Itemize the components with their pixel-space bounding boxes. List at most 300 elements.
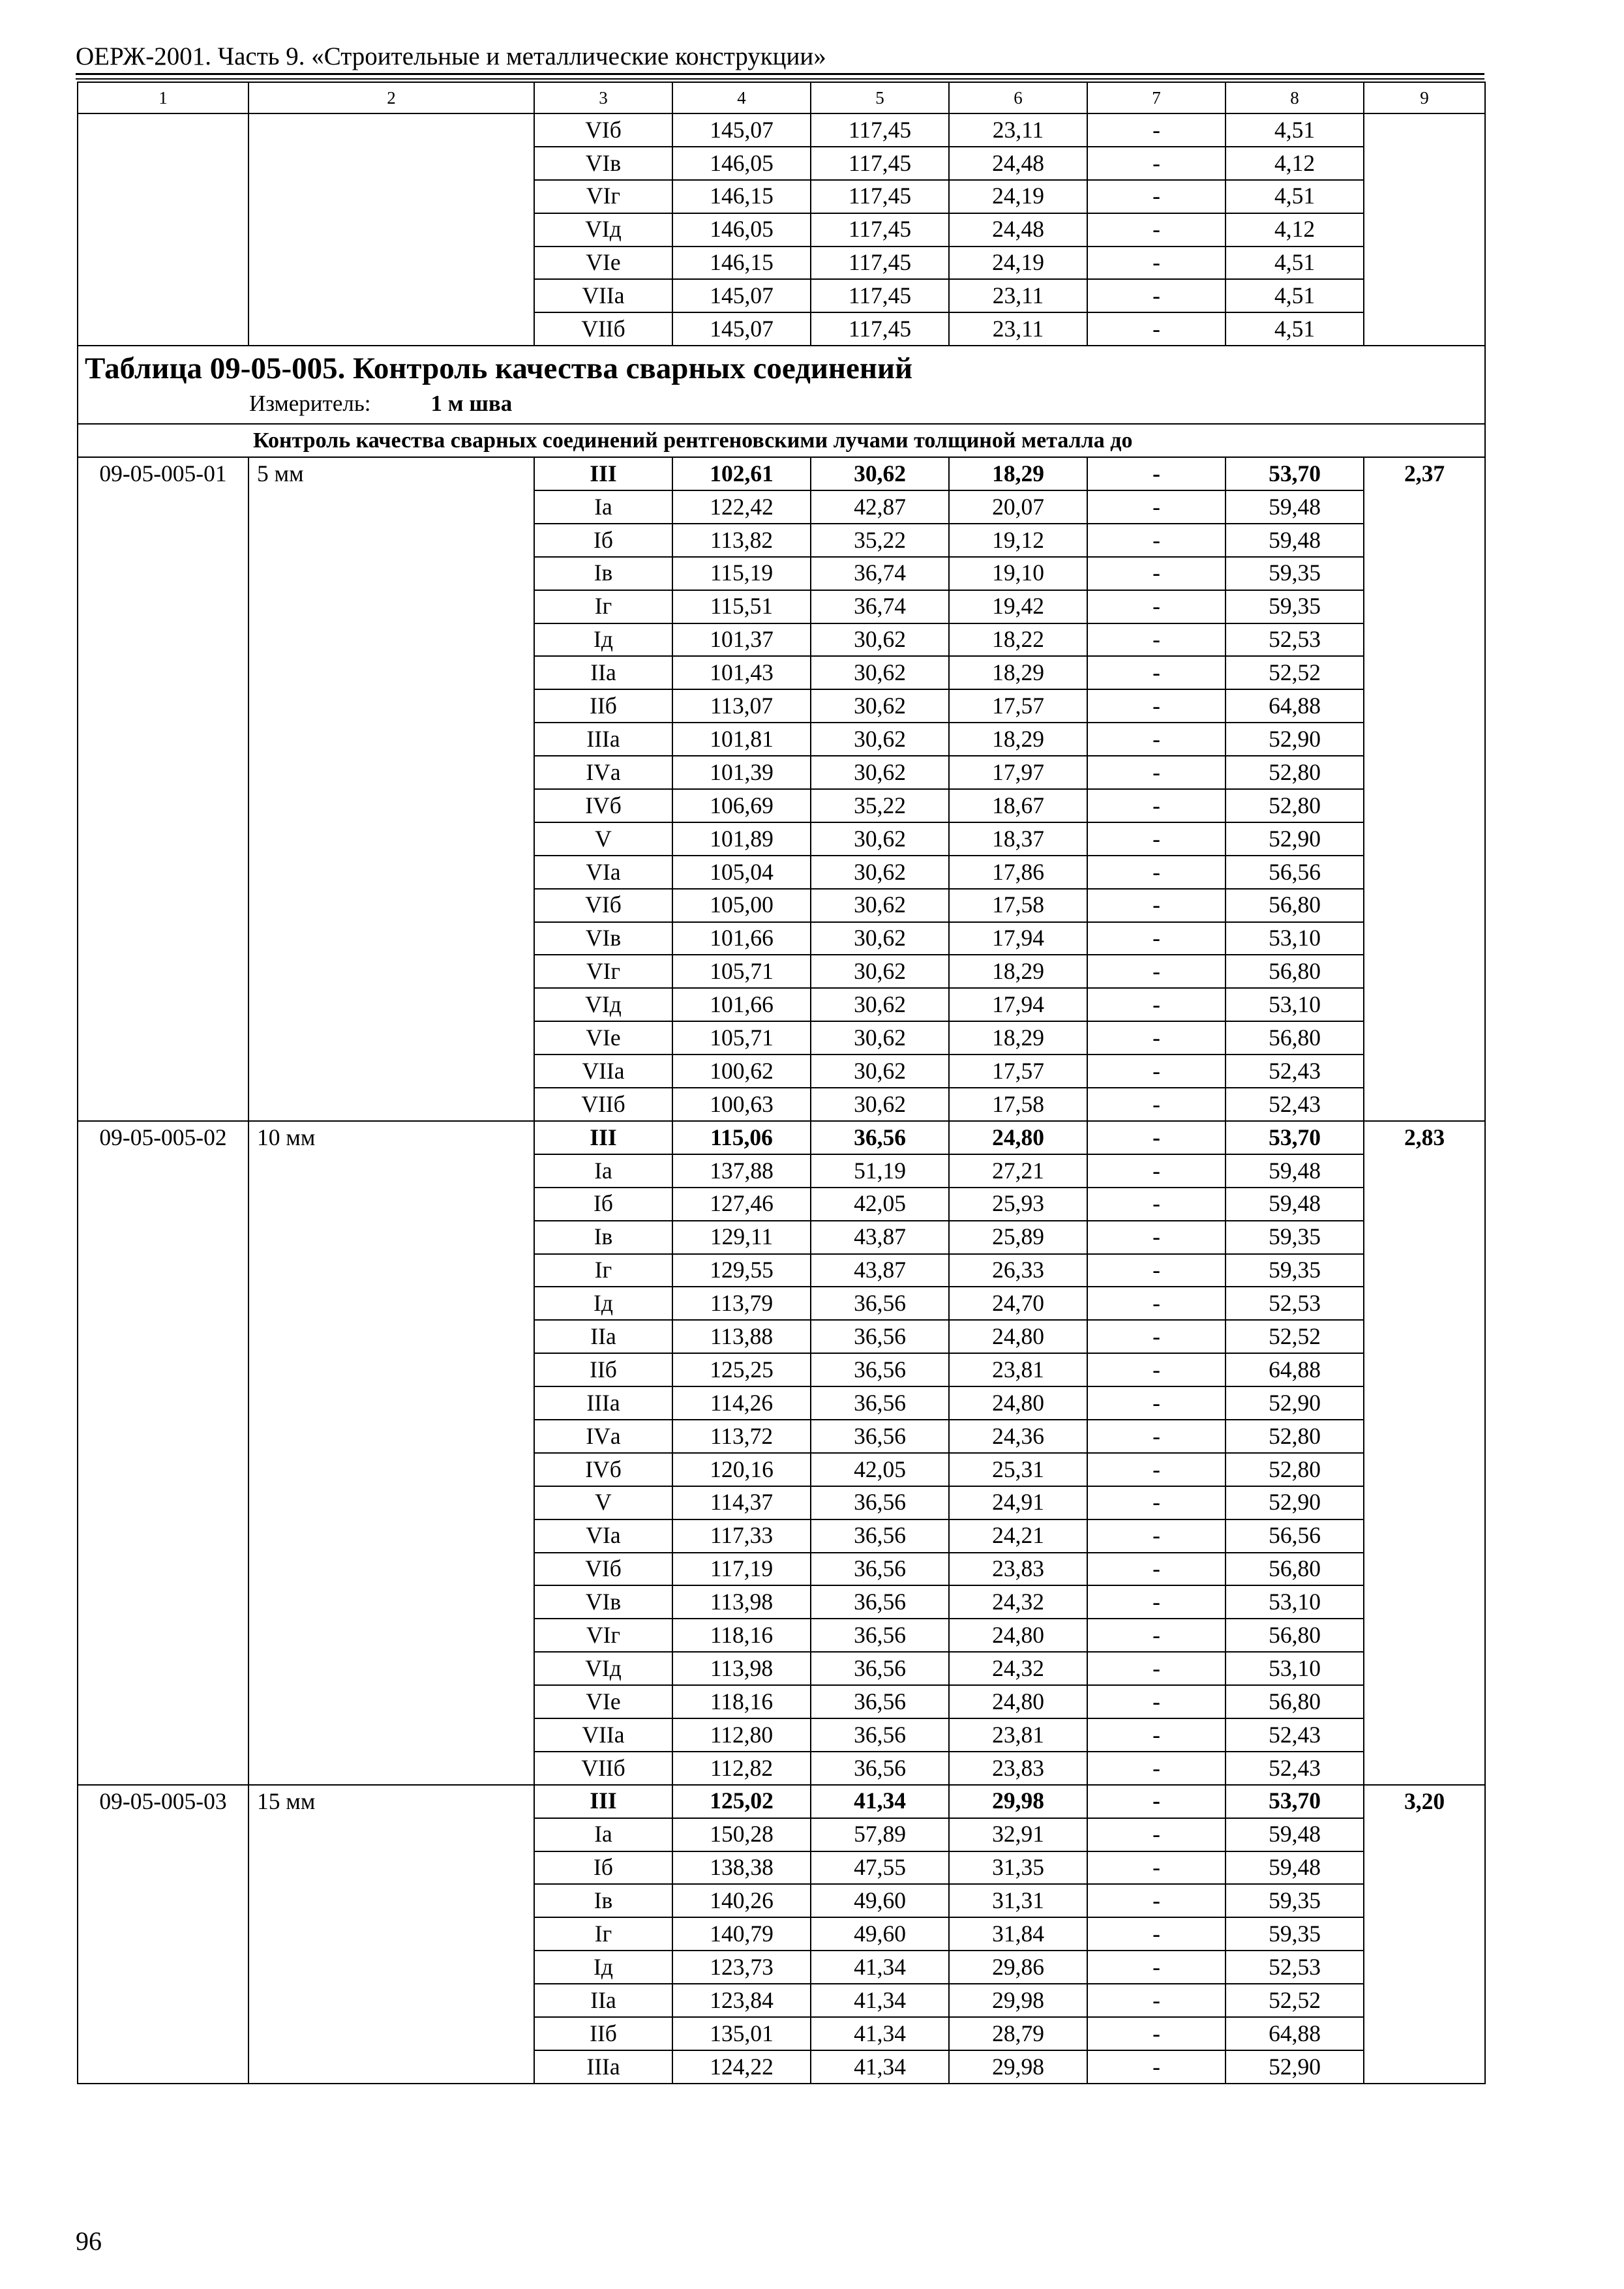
value-cell: 52,90 xyxy=(1226,2050,1364,2084)
value-cell: 129,55 xyxy=(672,1254,811,1287)
value-cell: 24,80 xyxy=(949,1619,1087,1652)
value-cell: 36,56 xyxy=(811,1718,949,1752)
value-cell: 114,26 xyxy=(672,1386,811,1420)
value-cell: - xyxy=(1087,1884,1226,1917)
value-cell: 18,29 xyxy=(949,656,1087,689)
value-cell: 101,39 xyxy=(672,756,811,789)
value-cell: 115,51 xyxy=(672,590,811,623)
value-cell: 43,87 xyxy=(811,1254,949,1287)
value-cell: 19,12 xyxy=(949,524,1087,557)
value-cell: 4,51 xyxy=(1226,180,1364,213)
value-cell: 17,57 xyxy=(949,1055,1087,1088)
value-cell: 24,19 xyxy=(949,247,1087,280)
value-cell: VIIб xyxy=(534,1752,672,1785)
value-cell: VIIа xyxy=(534,1055,672,1088)
value-cell: - xyxy=(1087,889,1226,922)
value-cell: 36,56 xyxy=(811,1420,949,1453)
value-cell: - xyxy=(1087,1386,1226,1420)
value-cell: 117,45 xyxy=(811,113,949,147)
value-cell: 59,48 xyxy=(1226,1154,1364,1188)
value-cell: 23,81 xyxy=(949,1718,1087,1752)
value-cell: 117,19 xyxy=(672,1553,811,1586)
column-number: 7 xyxy=(1087,82,1226,113)
value-cell: 127,46 xyxy=(672,1188,811,1221)
value-cell: - xyxy=(1087,1353,1226,1386)
value-cell: 53,10 xyxy=(1226,1652,1364,1685)
value-cell: 36,56 xyxy=(811,1386,949,1420)
value-cell: VIг xyxy=(534,955,672,988)
value-cell: 41,34 xyxy=(811,2050,949,2084)
value-cell: 53,10 xyxy=(1226,1585,1364,1619)
value-cell: Iа xyxy=(534,490,672,524)
value-cell: - xyxy=(1087,1951,1226,1984)
column-number: 9 xyxy=(1364,82,1485,113)
value-cell: - xyxy=(1087,1785,1226,1818)
value-cell: 137,88 xyxy=(672,1154,811,1188)
value-cell: 146,05 xyxy=(672,213,811,247)
value-cell: 57,89 xyxy=(811,1818,949,1851)
col9-cell xyxy=(1364,113,1485,346)
value-cell: 4,51 xyxy=(1226,113,1364,147)
value-cell: 36,56 xyxy=(811,1353,949,1386)
value-cell: 113,82 xyxy=(672,524,811,557)
value-cell: 113,98 xyxy=(672,1585,811,1619)
value-cell: - xyxy=(1087,689,1226,723)
value-cell: 24,32 xyxy=(949,1652,1087,1685)
value-cell: 36,56 xyxy=(811,1519,949,1553)
value-cell: 23,83 xyxy=(949,1553,1087,1586)
value-cell: 30,62 xyxy=(811,1021,949,1055)
value-cell: 101,43 xyxy=(672,656,811,689)
value-cell: 100,62 xyxy=(672,1055,811,1088)
value-cell: 17,57 xyxy=(949,689,1087,723)
value-cell: 23,11 xyxy=(949,279,1087,312)
value-cell: Iа xyxy=(534,1154,672,1188)
value-cell: 52,52 xyxy=(1226,1320,1364,1353)
value-cell: 25,93 xyxy=(949,1188,1087,1221)
value-cell: 4,12 xyxy=(1226,213,1364,247)
value-cell: 30,62 xyxy=(811,1088,949,1121)
value-cell: Iб xyxy=(534,1188,672,1221)
value-cell: - xyxy=(1087,1752,1226,1785)
value-cell: 24,48 xyxy=(949,147,1087,180)
value-cell: 59,35 xyxy=(1226,1221,1364,1254)
value-cell: - xyxy=(1087,1585,1226,1619)
value-cell: 24,80 xyxy=(949,1685,1087,1718)
table-title-cell xyxy=(78,346,1485,424)
value-cell: 52,90 xyxy=(1226,723,1364,756)
value-cell: 115,19 xyxy=(672,557,811,590)
value-cell: Iд xyxy=(534,1951,672,1984)
value-cell: - xyxy=(1087,1818,1226,1851)
value-cell: - xyxy=(1087,1718,1226,1752)
value-cell: 117,45 xyxy=(811,279,949,312)
value-cell: 53,70 xyxy=(1226,457,1364,490)
value-cell: 24,80 xyxy=(949,1121,1087,1154)
value-cell: - xyxy=(1087,1553,1226,1586)
value-cell: 105,04 xyxy=(672,856,811,889)
value-cell: 140,26 xyxy=(672,1884,811,1917)
value-cell: 24,80 xyxy=(949,1320,1087,1353)
value-cell: 51,19 xyxy=(811,1154,949,1188)
value-cell: 18,22 xyxy=(949,623,1087,657)
value-cell: 17,86 xyxy=(949,856,1087,889)
column-number: 2 xyxy=(248,82,534,113)
value-cell: 30,62 xyxy=(811,623,949,657)
value-cell: IVб xyxy=(534,1453,672,1486)
table-title-row xyxy=(78,346,1485,424)
value-cell: 100,63 xyxy=(672,1088,811,1121)
value-cell: VIд xyxy=(534,1652,672,1685)
value-cell: 59,35 xyxy=(1226,1254,1364,1287)
value-cell: Iб xyxy=(534,1851,672,1885)
value-cell: 52,43 xyxy=(1226,1088,1364,1121)
value-cell: IVа xyxy=(534,756,672,789)
value-cell: 17,94 xyxy=(949,922,1087,955)
value-cell: - xyxy=(1087,2017,1226,2050)
value-cell: 52,52 xyxy=(1226,656,1364,689)
value-cell: 30,62 xyxy=(811,756,949,789)
value-cell: IIа xyxy=(534,656,672,689)
value-cell: Iв xyxy=(534,1884,672,1917)
value-cell: 4,51 xyxy=(1226,279,1364,312)
value-cell: 112,82 xyxy=(672,1752,811,1785)
value-cell: 30,62 xyxy=(811,955,949,988)
value-cell: 101,66 xyxy=(672,922,811,955)
value-cell: 36,74 xyxy=(811,557,949,590)
value-cell: 53,10 xyxy=(1226,988,1364,1021)
rate-col9: 2,83 xyxy=(1364,1121,1485,1785)
value-cell: - xyxy=(1087,557,1226,590)
value-cell: 105,71 xyxy=(672,955,811,988)
value-cell: 4,51 xyxy=(1226,247,1364,280)
value-cell: 118,16 xyxy=(672,1685,811,1718)
value-cell: 20,07 xyxy=(949,490,1087,524)
value-cell: - xyxy=(1087,1851,1226,1885)
value-cell: 56,80 xyxy=(1226,1619,1364,1652)
value-cell: 113,07 xyxy=(672,689,811,723)
value-cell: 30,62 xyxy=(811,889,949,922)
value-cell: - xyxy=(1087,213,1226,247)
value-cell: IIа xyxy=(534,1320,672,1353)
section-title: Контроль качества сварных соединений рентгеновскими лучами толщиной металла до xyxy=(78,424,1485,457)
value-cell: 36,56 xyxy=(811,1619,949,1652)
value-cell: 18,29 xyxy=(949,955,1087,988)
value-cell: IIIа xyxy=(534,2050,672,2084)
value-cell: 52,80 xyxy=(1226,1420,1364,1453)
value-cell: - xyxy=(1087,1221,1226,1254)
rate-main-row xyxy=(78,1785,1485,1818)
value-cell: 53,70 xyxy=(1226,1785,1364,1818)
value-cell: VIе xyxy=(534,1021,672,1055)
value-cell: - xyxy=(1087,1154,1226,1188)
rate-col9: 2,37 xyxy=(1364,457,1485,1121)
meter-value: 1 м шва xyxy=(430,391,513,417)
value-cell: 138,38 xyxy=(672,1851,811,1885)
value-cell: Iв xyxy=(534,1221,672,1254)
value-cell: 145,07 xyxy=(672,279,811,312)
value-cell: - xyxy=(1087,723,1226,756)
value-cell: Iб xyxy=(534,524,672,557)
value-cell: 146,15 xyxy=(672,180,811,213)
header-rule xyxy=(76,73,1484,75)
value-cell: - xyxy=(1087,789,1226,822)
value-cell: 4,51 xyxy=(1226,312,1364,346)
value-cell: 59,48 xyxy=(1226,490,1364,524)
value-cell: 105,00 xyxy=(672,889,811,922)
value-cell: - xyxy=(1087,113,1226,147)
value-cell: - xyxy=(1087,590,1226,623)
value-cell: 52,80 xyxy=(1226,1453,1364,1486)
value-cell: - xyxy=(1087,1254,1226,1287)
value-cell: 41,34 xyxy=(811,1984,949,2017)
value-cell: IIб xyxy=(534,2017,672,2050)
value-cell: VIе xyxy=(534,1685,672,1718)
rate-main-row xyxy=(78,457,1485,490)
value-cell: 125,25 xyxy=(672,1353,811,1386)
value-cell: - xyxy=(1087,1121,1226,1154)
value-cell: 23,81 xyxy=(949,1353,1087,1386)
value-cell: 145,07 xyxy=(672,312,811,346)
value-cell: 24,91 xyxy=(949,1486,1087,1519)
column-number: 8 xyxy=(1226,82,1364,113)
value-cell: 113,98 xyxy=(672,1652,811,1685)
value-cell: 36,56 xyxy=(811,1287,949,1320)
value-cell: - xyxy=(1087,1320,1226,1353)
rate-code: 09-05-005-01 xyxy=(78,457,248,1121)
value-cell: 31,31 xyxy=(949,1884,1087,1917)
value-cell: VIIб xyxy=(534,312,672,346)
value-cell: 59,35 xyxy=(1226,1884,1364,1917)
value-cell: IIб xyxy=(534,689,672,723)
rate-name: 10 мм xyxy=(248,1121,534,1785)
value-cell: 36,56 xyxy=(811,1320,949,1353)
value-cell: 101,66 xyxy=(672,988,811,1021)
rates-table-body xyxy=(78,82,1485,2084)
rate-main-row xyxy=(78,1121,1485,1154)
value-cell: 17,58 xyxy=(949,889,1087,922)
column-number: 5 xyxy=(811,82,949,113)
value-cell: 117,45 xyxy=(811,180,949,213)
value-cell: 18,29 xyxy=(949,723,1087,756)
value-cell: 29,98 xyxy=(949,1984,1087,2017)
name-cell xyxy=(248,113,534,346)
value-cell: - xyxy=(1087,312,1226,346)
value-cell: 101,37 xyxy=(672,623,811,657)
rates-table xyxy=(77,82,1486,2084)
value-cell: VIд xyxy=(534,988,672,1021)
value-cell: Iд xyxy=(534,623,672,657)
value-cell: 101,81 xyxy=(672,723,811,756)
value-cell: 64,88 xyxy=(1226,2017,1364,2050)
value-cell: 56,80 xyxy=(1226,955,1364,988)
value-cell: - xyxy=(1087,2050,1226,2084)
value-cell: 42,05 xyxy=(811,1453,949,1486)
value-cell: 18,29 xyxy=(949,457,1087,490)
value-cell: - xyxy=(1087,856,1226,889)
column-number: 4 xyxy=(672,82,811,113)
value-cell: VIг xyxy=(534,1619,672,1652)
header-rule-thin xyxy=(76,78,1484,80)
value-cell: 117,33 xyxy=(672,1519,811,1553)
value-cell: - xyxy=(1087,247,1226,280)
value-cell: 59,35 xyxy=(1226,1917,1364,1951)
value-cell: 24,36 xyxy=(949,1420,1087,1453)
value-cell: 30,62 xyxy=(811,988,949,1021)
value-cell: 52,43 xyxy=(1226,1718,1364,1752)
value-cell: 29,98 xyxy=(949,2050,1087,2084)
value-cell: V xyxy=(534,1486,672,1519)
value-cell: 32,91 xyxy=(949,1818,1087,1851)
value-cell: 24,32 xyxy=(949,1585,1087,1619)
value-cell: - xyxy=(1087,180,1226,213)
value-cell: 49,60 xyxy=(811,1884,949,1917)
value-cell: 52,53 xyxy=(1226,1951,1364,1984)
rate-col9: 3,20 xyxy=(1364,1785,1485,2084)
value-cell: - xyxy=(1087,1188,1226,1221)
value-cell: - xyxy=(1087,490,1226,524)
value-cell: 24,21 xyxy=(949,1519,1087,1553)
value-cell: Iг xyxy=(534,1917,672,1951)
value-cell: 52,43 xyxy=(1226,1752,1364,1785)
rate-name: 5 мм xyxy=(248,457,534,1121)
value-cell: - xyxy=(1087,1287,1226,1320)
value-cell: VIг xyxy=(534,180,672,213)
value-cell: 24,80 xyxy=(949,1386,1087,1420)
value-cell: - xyxy=(1087,1055,1226,1088)
code-cell xyxy=(78,113,248,346)
meter-label: Измеритель: xyxy=(249,391,371,417)
value-cell: 23,11 xyxy=(949,312,1087,346)
value-cell: VIв xyxy=(534,147,672,180)
value-cell: 102,61 xyxy=(672,457,811,490)
value-cell: 30,62 xyxy=(811,856,949,889)
value-cell: 17,97 xyxy=(949,756,1087,789)
value-cell: 56,56 xyxy=(1226,856,1364,889)
value-cell: - xyxy=(1087,623,1226,657)
value-cell: V xyxy=(534,822,672,856)
value-cell: 53,10 xyxy=(1226,922,1364,955)
value-cell: 17,94 xyxy=(949,988,1087,1021)
value-cell: - xyxy=(1087,955,1226,988)
value-cell: 64,88 xyxy=(1226,1353,1364,1386)
value-cell: 30,62 xyxy=(811,723,949,756)
value-cell: - xyxy=(1087,1685,1226,1718)
value-cell: IIIа xyxy=(534,723,672,756)
value-cell: 146,15 xyxy=(672,247,811,280)
value-cell: 18,29 xyxy=(949,1021,1087,1055)
value-cell: - xyxy=(1087,1420,1226,1453)
value-cell: 35,22 xyxy=(811,524,949,557)
value-cell: 23,83 xyxy=(949,1752,1087,1785)
value-cell: 41,34 xyxy=(811,1951,949,1984)
value-cell: III xyxy=(534,1785,672,1818)
value-cell: - xyxy=(1087,1519,1226,1553)
value-cell: 24,19 xyxy=(949,180,1087,213)
value-cell: 19,10 xyxy=(949,557,1087,590)
value-cell: 101,89 xyxy=(672,822,811,856)
meter-line xyxy=(249,388,1484,419)
value-cell: - xyxy=(1087,1453,1226,1486)
value-cell: 49,60 xyxy=(811,1917,949,1951)
column-number: 1 xyxy=(78,82,248,113)
value-cell: VIб xyxy=(534,889,672,922)
value-cell: - xyxy=(1087,822,1226,856)
value-cell: 112,80 xyxy=(672,1718,811,1752)
value-cell: 36,56 xyxy=(811,1585,949,1619)
value-cell: 53,70 xyxy=(1226,1121,1364,1154)
rate-name: 15 мм xyxy=(248,1785,534,2084)
value-cell: - xyxy=(1087,524,1226,557)
value-cell: 117,45 xyxy=(811,147,949,180)
value-cell: 25,31 xyxy=(949,1453,1087,1486)
value-cell: 30,62 xyxy=(811,656,949,689)
value-cell: - xyxy=(1087,1619,1226,1652)
value-cell: 18,67 xyxy=(949,789,1087,822)
value-cell: Iа xyxy=(534,1818,672,1851)
value-cell: 117,45 xyxy=(811,247,949,280)
value-cell: 118,16 xyxy=(672,1619,811,1652)
value-cell: 19,42 xyxy=(949,590,1087,623)
value-cell: 43,87 xyxy=(811,1221,949,1254)
value-cell: 29,98 xyxy=(949,1785,1087,1818)
value-cell: 23,11 xyxy=(949,113,1087,147)
value-cell: 59,48 xyxy=(1226,1188,1364,1221)
value-cell: IIб xyxy=(534,1353,672,1386)
value-cell: 123,84 xyxy=(672,1984,811,2017)
value-cell: 4,12 xyxy=(1226,147,1364,180)
continuation-row xyxy=(78,113,1485,147)
value-cell: III xyxy=(534,1121,672,1154)
value-cell: 52,80 xyxy=(1226,789,1364,822)
value-cell: 59,48 xyxy=(1226,1818,1364,1851)
value-cell: 28,79 xyxy=(949,2017,1087,2050)
value-cell: VIа xyxy=(534,856,672,889)
value-cell: VIд xyxy=(534,213,672,247)
value-cell: 52,43 xyxy=(1226,1055,1364,1088)
value-cell: 18,37 xyxy=(949,822,1087,856)
value-cell: 31,35 xyxy=(949,1851,1087,1885)
value-cell: 125,02 xyxy=(672,1785,811,1818)
value-cell: VIа xyxy=(534,1519,672,1553)
value-cell: VIIб xyxy=(534,1088,672,1121)
column-number: 3 xyxy=(534,82,672,113)
value-cell: - xyxy=(1087,1486,1226,1519)
value-cell: - xyxy=(1087,457,1226,490)
value-cell: 17,58 xyxy=(949,1088,1087,1121)
value-cell: 117,45 xyxy=(811,312,949,346)
value-cell: 41,34 xyxy=(811,2017,949,2050)
value-cell: 36,74 xyxy=(811,590,949,623)
value-cell: 36,56 xyxy=(811,1553,949,1586)
value-cell: Iв xyxy=(534,557,672,590)
value-cell: VIб xyxy=(534,1553,672,1586)
value-cell: 52,90 xyxy=(1226,1386,1364,1420)
value-cell: 36,56 xyxy=(811,1752,949,1785)
value-cell: 114,37 xyxy=(672,1486,811,1519)
value-cell: 52,90 xyxy=(1226,822,1364,856)
value-cell: VIIа xyxy=(534,279,672,312)
value-cell: 59,48 xyxy=(1226,524,1364,557)
value-cell: 135,01 xyxy=(672,2017,811,2050)
page-number: 96 xyxy=(76,2226,102,2256)
value-cell: 123,73 xyxy=(672,1951,811,1984)
value-cell: - xyxy=(1087,147,1226,180)
value-cell: - xyxy=(1087,756,1226,789)
value-cell: VIв xyxy=(534,1585,672,1619)
value-cell: - xyxy=(1087,656,1226,689)
value-cell: - xyxy=(1087,1984,1226,2017)
